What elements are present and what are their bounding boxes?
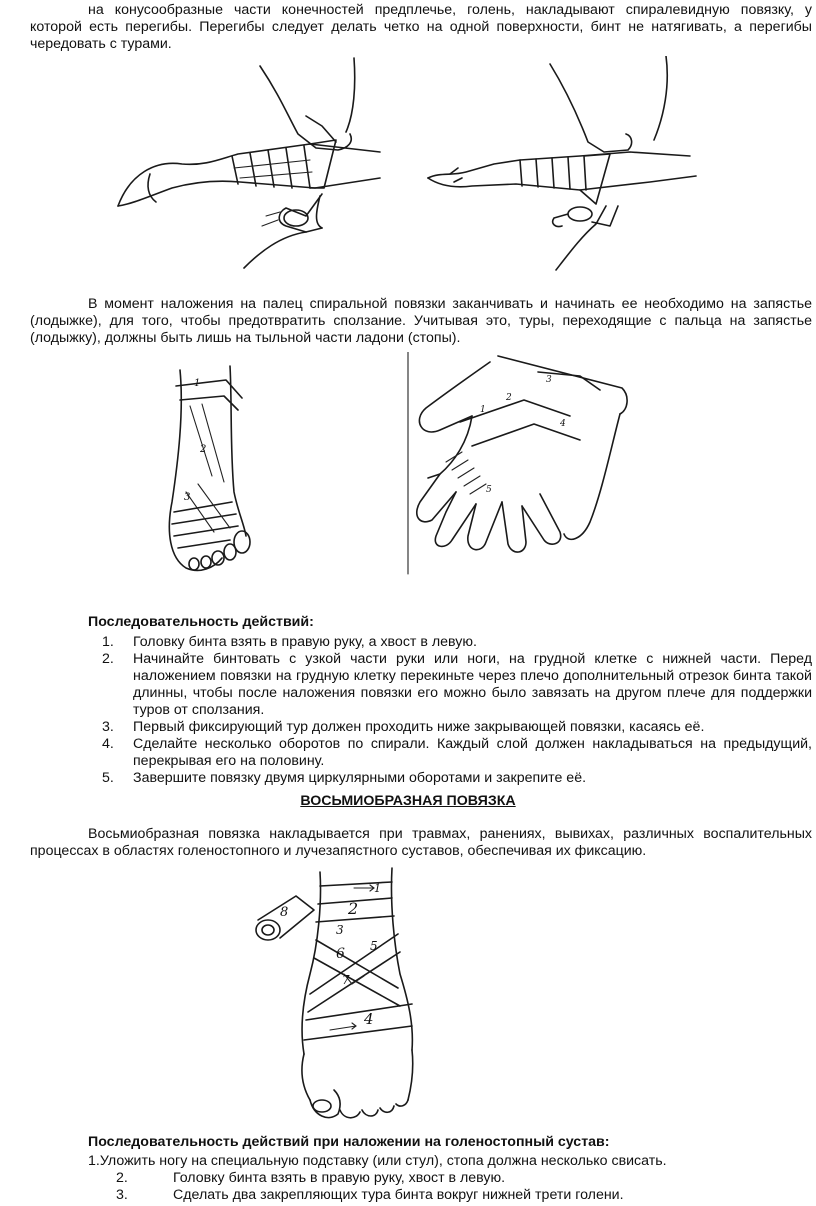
figure8-ankle-illustration — [244, 864, 464, 1126]
list-item-number: 2. — [116, 1170, 128, 1186]
list-item-text: Головку бинта взять в правую руку, хвост в левую. — [173, 1170, 506, 1186]
forearm-left-drawing — [118, 58, 380, 268]
ankle-sequence-title: Последовательность действий при наложении на голеностопный сустав: — [88, 1134, 610, 1150]
hand-label-5: 5 — [486, 485, 492, 495]
figure8-label-2: 2 — [348, 899, 359, 918]
hand-label-4: 4 — [560, 419, 566, 429]
figure8-label-3: 3 — [336, 923, 344, 937]
figure8-label-5: 5 — [370, 939, 378, 953]
forearm-right-drawing — [428, 56, 696, 270]
list-item-number: 3. — [102, 719, 114, 735]
list-item-text: Сделать два закрепляющих тура бинта вокруг нижней трети голени. — [173, 1187, 624, 1203]
foot-label-3: 3 — [184, 492, 191, 503]
finger-paragraph: В момент наложения на палец спиральной повязки заканчивать и начинать ее необходимо на запястье (лодыжке), для того, чтобы предотвратить сползание. Учитывая это, туры, переходящие с пальца на запястье (лодыжку), должны быть лишь на тыльной части ладони (стопы). — [30, 296, 812, 346]
figure8-label-6: 6 — [336, 946, 345, 962]
figure8-label-4: 4 — [364, 1010, 374, 1028]
list-item — [116, 1187, 806, 1204]
hand-label-2: 2 — [506, 393, 512, 403]
forearm-spiral-illustration — [110, 56, 700, 278]
list-item-number: 1. — [102, 634, 114, 650]
list-item — [88, 770, 812, 787]
figure8-paragraph: Восьмиобразная повязка накладывается при травмах, ранениях, вывихах, различных воспалительных процессах в областях голеностопного и лучезапястного суставов, обеспечивая их фиксацию. — [30, 826, 812, 859]
hand-drawing — [417, 356, 627, 552]
list-item — [88, 651, 812, 719]
foot-label-1: 1 — [194, 378, 201, 389]
list-item — [116, 1170, 806, 1187]
list-item-number: 3. — [116, 1187, 128, 1203]
list-item — [88, 719, 812, 736]
list-item-number: 5. — [102, 770, 114, 786]
list-item — [88, 634, 812, 651]
ankle-sequence-item-1: 1.Уложить ногу на специальную подставку (или стул), стопа должна несколько свисать. — [88, 1153, 667, 1169]
intro-first-line: на конусообразные части конечностей предплечье, голень, накладывают спиралевидную повязку, у — [88, 2, 812, 18]
figure8-label-7: 7 — [342, 973, 350, 987]
hand-label-3: 3 — [546, 375, 552, 385]
list-item-text: Завершите повязку двумя циркулярными оборотами и закрепите её. — [133, 770, 587, 786]
figure8-label-8: 8 — [280, 905, 289, 920]
list-item-text: Начинайте бинтовать с узкой части руки или ноги, на грудной клетке с нижней части. Перед наложением повязки на грудную клетку перекиньте через плечо дополнительный отрезок бинта такой длинны, чтобы после наложения повязки его можно было завязать на другом плече для поддержки туров от сползания. — [133, 651, 812, 718]
sequence-list — [88, 634, 812, 787]
figure8-label-1: 1 — [374, 882, 381, 895]
list-item-number: 2. — [102, 651, 114, 667]
list-item-text: Головку бинта взять в правую руку, а хвост в левую. — [133, 634, 477, 650]
foot-drawing — [169, 366, 250, 570]
figure8-heading: ВОСЬМИОБРАЗНАЯ ПОВЯЗКА — [300, 793, 516, 809]
foot-hand-spiral-illustration — [150, 352, 670, 582]
list-item-text: Сделайте несколько оборотов по спирали. Каждый слой должен накладываться на предыдущий, перекрывая его на половину. — [133, 736, 812, 769]
hand-label-1: 1 — [480, 405, 486, 415]
sequence-title: Последовательность действий: — [88, 614, 314, 630]
list-item-number: 4. — [102, 736, 114, 752]
list-item-text: Первый фиксирующий тур должен проходить ниже закрывающей повязки, касаясь её. — [133, 719, 705, 735]
list-item — [88, 736, 812, 770]
foot-label-2: 2 — [200, 444, 207, 455]
intro-paragraph — [30, 2, 812, 53]
intro-rest: которой есть перегибы. Перегибы следует делать четко на одной поверхности, бинт не натягивать, а перегибы чередовать с турами. — [30, 19, 812, 52]
